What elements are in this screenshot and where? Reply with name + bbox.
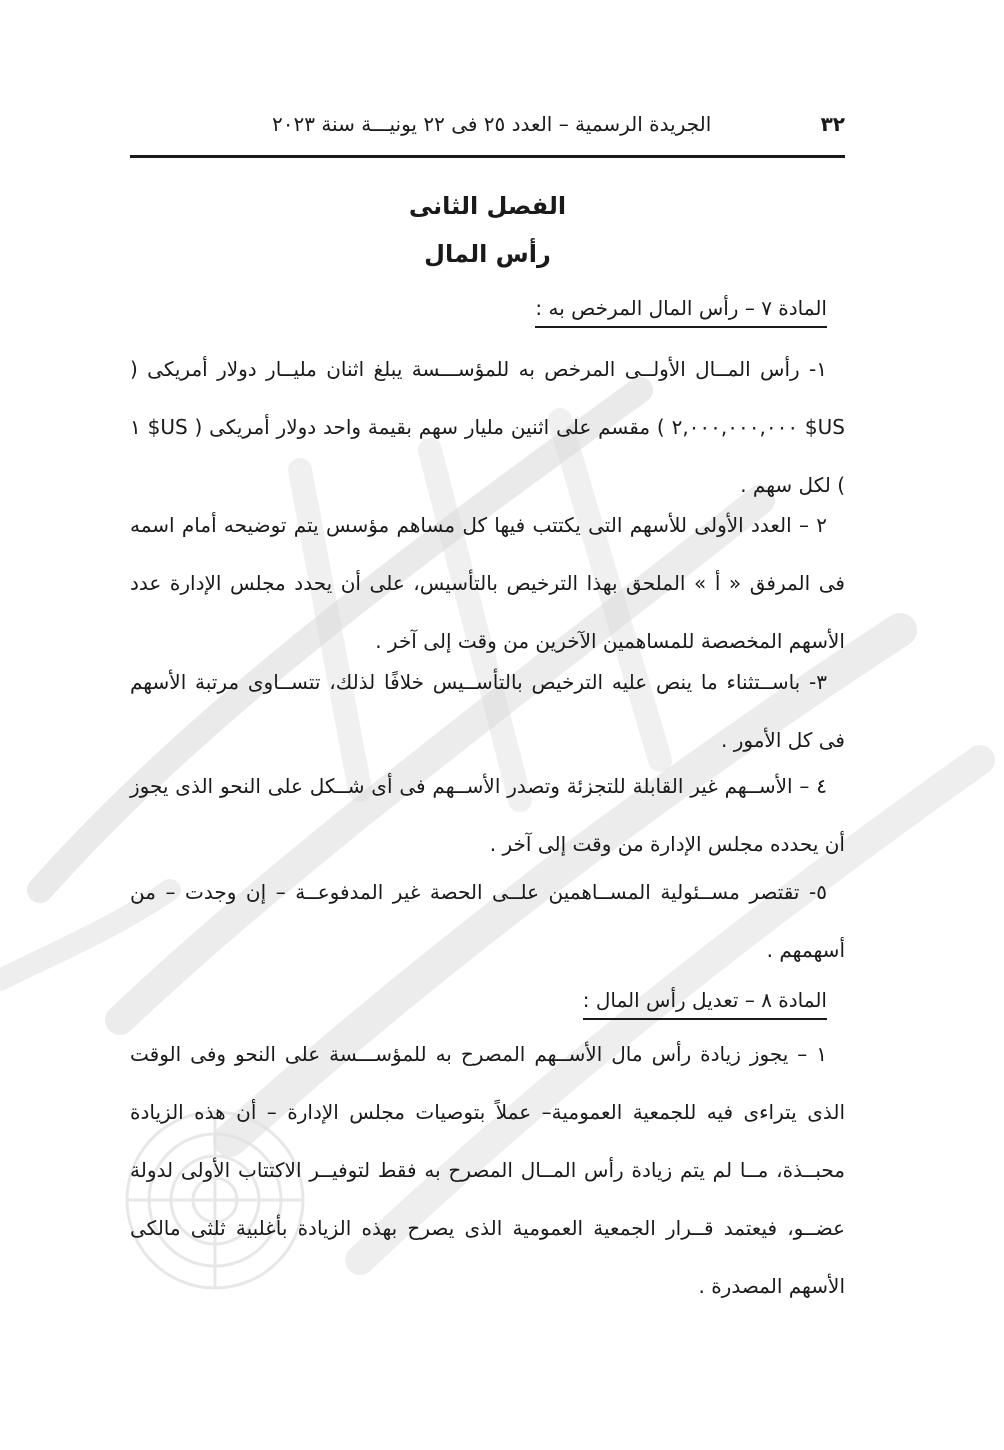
- article-7-clause-3: ٣- باســتثناء ما ينص عليه الترخيص بالتأســيس خلافًا لذلك، تتســاوى مرتبة الأسهم فى كل الأمور .: [130, 670, 845, 752]
- page-header: [130, 112, 845, 152]
- article-7-clause-2: ٢ – العدد الأولى للأسهم التى يكتتب فيها كل مساهم مؤسس يتم توضيحه أمام اسمه فى المرفق « أ » الملحق بهذا الترخيص بالتأسيس، على أن يحدد مجلس الإدارة عدد الأسهم المخصصة للمساهمين الآخرين من وقت إلى آخر .: [130, 513, 845, 653]
- article-7-clause-5: ٥- تقتصر مســئولية المســاهمين علــى الحصة غير المدفوعــة – إن وجدت – من أسهمهم .: [130, 880, 845, 962]
- section-title: رأس المال: [424, 240, 551, 268]
- article-7-clause-4: ٤ – الأســهم غير القابلة للتجزئة وتصدر الأســهم فى أى شــكل على النحو الذى يجوز أن يحدده مجلس الإدارة من وقت إلى آخر .: [130, 774, 845, 856]
- article-7-clause-1: ١- رأس المــال الأولــى المرخص به للمؤســـسة يبلغ اثنان مليــار دولار أمريكى ( US$ ٢,٠٠٠,٠٠٠,٠٠٠ ) مقسم على اثنين مليار سهم بقيمة واحد دولار أمريكى ( US$ ١ ) لكل سهم .: [130, 357, 845, 497]
- chapter-title: الفصل الثانى: [408, 192, 567, 220]
- article-8-heading: المادة ٨ – تعديل رأس المال :: [583, 988, 827, 1020]
- article-8-clause-1: ١ – يجوز زيادة رأس مال الأســهم المصرح به للمؤســـسة على النحو وفى الوقت الذى يتراءى فيه للجمعية العمومية– عملاً بتوصيات مجلس الإدارة – أن هذه الزيادة محبــذة، مــا لم يتم زيادة رأس المــال المصرح به فقط لتوفيــر الاكتتاب الأولى لدولة عضــو، فيعتمد قــرار الجمعية العمومية الذى يصرح بهذه الزيادة بأغلبية ثلثى مالكى الأسهم المصدرة .: [130, 1042, 845, 1298]
- page-number: ٣٢: [820, 112, 845, 136]
- running-title: الجريدة الرسمية – العدد ٢٥ فى ٢٢ يونيـــة سنة ٢٠٢٣: [272, 112, 712, 136]
- article-7-heading: المادة ٧ – رأس المال المرخص به :: [535, 296, 827, 328]
- header-divider: [130, 155, 845, 158]
